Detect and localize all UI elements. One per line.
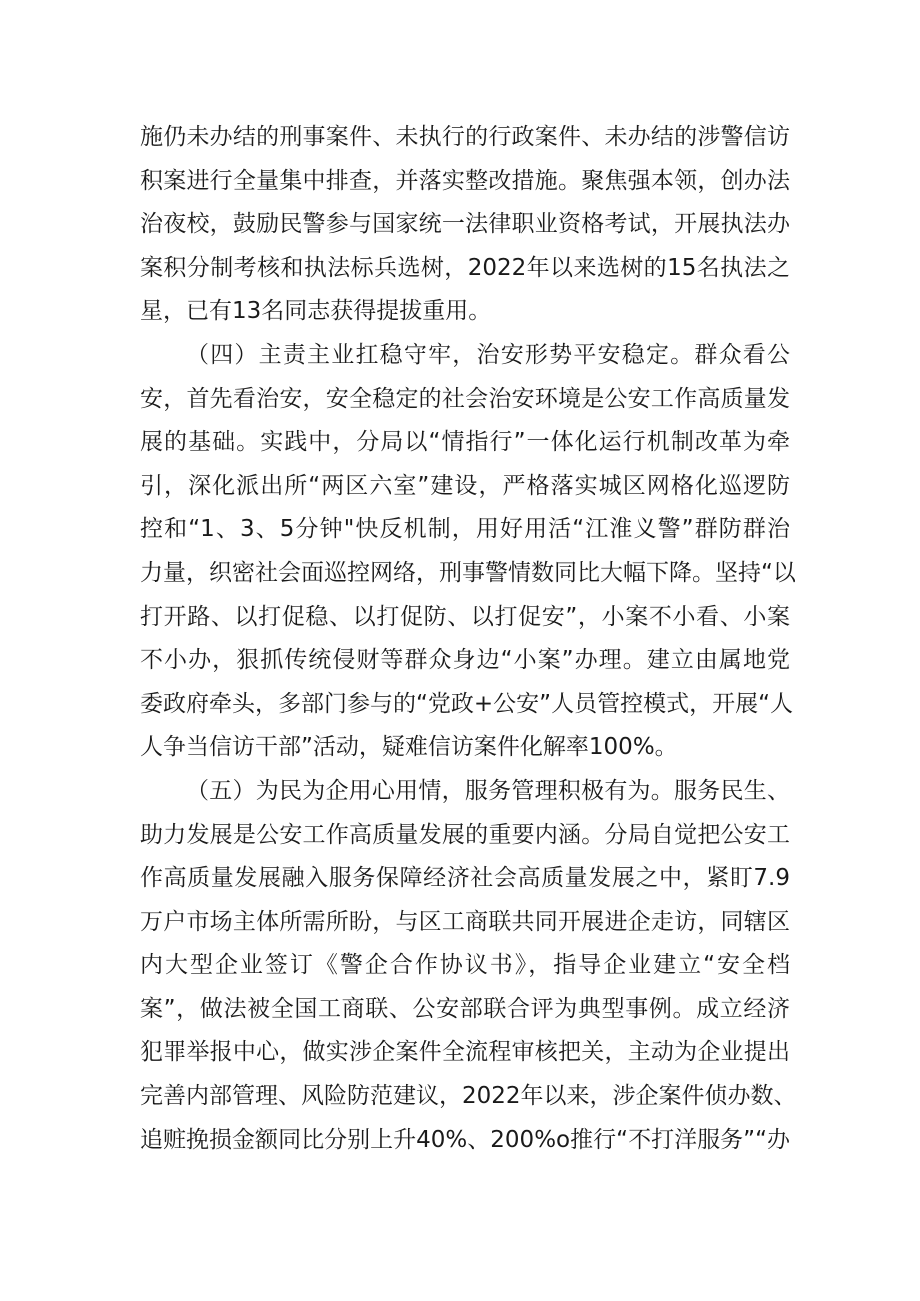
text-line: 安，首先看治安，安全稳定的社会治安环境是公安工作高质量发 [140,385,790,412]
text-line: 内大型企业签订《警企合作协议书》，指导企业建立“安全档 [140,952,790,979]
text-line: 控和“1、3、5分钟"快反机制，用好用活“江淮义警”群防群治 [140,516,790,543]
paragraph [140,116,790,334]
text-line: 委政府牵头，多部门参与的“党政+公安”人员管控模式，开展“人 [140,690,794,717]
text-line: 打开路、以打促稳、以打促防、以打促安”，小案不小看、小案 [140,603,790,630]
text-line: 案积分制考核和执法标兵选树，2022年以来选树的15名执法之 [140,254,790,281]
paragraph [140,334,796,770]
text-line: 力量，织密社会面巡控网络，刑事警情数同比大幅下降。坚持“以 [140,559,796,586]
text-line: 治夜校，鼓励民警参与国家统一法律职业资格考试，开展执法办 [140,211,790,238]
text-line: 作高质量发展融入服务保障经济社会高质量发展之中，紧盯7.9 [140,865,790,892]
text-line: 案”，做法被全国工商联、公安部联合评为典型事例。成立经济 [140,995,790,1022]
text-line: 施仍未办结的刑事案件、未执行的行政案件、未办结的涉警信访 [140,124,790,150]
text-line: 追赃挽损金额同比分别上升40%、200%o推行“不打洋服务”“办 [140,1126,790,1153]
text-line: 助力发展是公安工作高质量发展的重要内涵。分局自觉把公安工 [140,821,790,848]
text-line: 不小办，狠抓传统侵财等群众身边“小案”办理。建立由属地党 [140,647,790,674]
text-line: 展的基础。实践中，分局以“情指行”一体化运行机制改革为牵 [140,429,790,456]
document-body [140,116,797,1162]
text-line: 完善内部管理、风险防范建议，2022年以来，涉企案件侦办数、 [140,1083,797,1110]
text-line: 犯罪举报中心，做实涉企案件全流程审核把关，主动为企业提出 [140,1039,790,1066]
text-line: 积案进行全量集中排查，并落实整改措施。聚焦强本领，创办法 [140,167,790,194]
paragraph [140,770,797,1162]
text-line: （五）为民为企用心用情，服务管理积极有为。服务民生、 [186,777,790,804]
text-line: 星，已有13名同志获得提拔重用。 [140,298,492,325]
text-line: 万户市场主体所需所盼，与区工商联共同开展进企走访，同辖区 [140,908,790,935]
text-line: 人争当信访干部”活动，疑难信访案件化解率100%。 [140,734,678,761]
text-line: 引，深化派出所“两区六室”建设，严格落实城区网格化巡逻防 [140,472,790,499]
text-line: （四）主责主业扛稳守牢，治安形势平安稳定。群众看公 [186,341,790,368]
